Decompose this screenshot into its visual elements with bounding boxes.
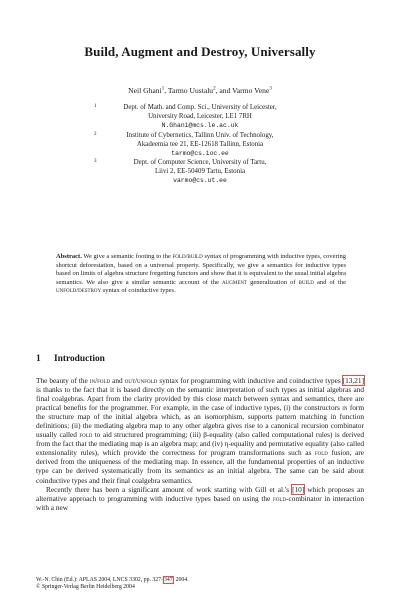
abstract-text: syntax of programming with inductive types, covering shortcut deforestation, based on a universal property. Specifically, we give a semantics for inductive types based on limits of algebra structure forgetting functors and show that it is equivalent to the usual initial algebra semantics. We also give a similar semantic account of the bbox=[56, 253, 346, 286]
author-name: Tarmo Uustalu bbox=[167, 86, 214, 95]
body-span: syntax for programming with inductive and coinductive types bbox=[157, 376, 343, 385]
author-separator: , and bbox=[215, 86, 233, 95]
keyword-fold: fold bbox=[272, 493, 287, 503]
author-affil-mark: 3 bbox=[269, 86, 272, 92]
keyword-unfold: unfold bbox=[137, 376, 158, 385]
affiliation-number: 1 bbox=[94, 104, 97, 109]
body-span: -combinator in interaction with a new bbox=[36, 493, 364, 512]
section-number: 1 bbox=[36, 354, 41, 364]
paragraph bbox=[36, 485, 364, 512]
affiliation bbox=[36, 104, 364, 131]
body-span: Recently there has been a significant amount of work starting with Gill et al.'s bbox=[46, 484, 293, 494]
abstract-text: generalization of bbox=[247, 278, 299, 286]
affiliation-line: Dept. of Computer Science, University of Tartu, bbox=[133, 159, 267, 167]
keyword-in: in bbox=[342, 403, 348, 413]
affiliation-email: varmo@cs.ut.ee bbox=[173, 177, 227, 185]
keyword-unfold: unfold bbox=[56, 287, 77, 295]
paragraph bbox=[36, 376, 364, 485]
keyword-fold: fold bbox=[172, 253, 186, 260]
keyword-fold: fold bbox=[97, 376, 111, 385]
citation-link[interactable]: [10] bbox=[292, 484, 305, 494]
keyword-fold: fold bbox=[79, 430, 93, 440]
affiliation-line: Akadeemia tee 21, EE-12618 Tallinn, Estonia bbox=[136, 140, 264, 148]
page-footer bbox=[36, 577, 364, 592]
body-span: / bbox=[135, 376, 138, 385]
author-separator: , bbox=[164, 86, 168, 95]
keyword-build: build bbox=[298, 278, 314, 286]
affiliation-line: University Road, Leicester, LE1 7RH bbox=[148, 112, 252, 120]
abstract bbox=[56, 253, 346, 296]
affiliation-email: tarmo@cs.ioc.ee bbox=[171, 149, 229, 157]
body-span: is thanks to the fact that it is based directly on the semantic interpretation of such types as initial algebras and final coalgebras. Apart from the clarity provided by this close match between syntax and semantics, there are practical benefits for the programmer. For example, in the case of inductive types, (i) the constructors bbox=[36, 385, 364, 413]
abstract-text: / bbox=[76, 287, 79, 295]
paper-title: Build, Augment and Destroy, Universally bbox=[84, 44, 316, 59]
section-heading bbox=[36, 354, 105, 364]
affiliation bbox=[36, 159, 364, 186]
citation-link[interactable]: [13,21] bbox=[342, 376, 364, 385]
body-span: which proposes an alternative approach to programming with inductive types based on using the bbox=[36, 484, 364, 503]
footer-text: , 2004. bbox=[172, 577, 189, 583]
body-text bbox=[36, 376, 364, 512]
abstract-text: / bbox=[185, 253, 188, 260]
section-title: Introduction bbox=[54, 354, 105, 364]
abstract-text: syntax of coinductive types. bbox=[101, 287, 176, 295]
footer-text: W.-N. Chin (Ed.): APLAS 2004, LNCS 3302, pp. 327– bbox=[36, 577, 164, 583]
author-affil-mark: 2 bbox=[213, 86, 216, 92]
keyword-augment: augment bbox=[222, 278, 248, 286]
author-affil-mark: 1 bbox=[161, 86, 165, 92]
body-span: / bbox=[95, 376, 98, 385]
keyword-in: in bbox=[89, 376, 96, 385]
keyword-out: out bbox=[124, 376, 135, 385]
affiliation-number: 3 bbox=[94, 159, 97, 165]
author-list bbox=[36, 86, 364, 95]
affiliation bbox=[36, 132, 364, 159]
body-span: The beauty of the bbox=[36, 376, 90, 385]
abstract-label: Abstract. bbox=[56, 253, 82, 260]
page-end-link[interactable]: 347 bbox=[163, 577, 173, 583]
affiliation-line: Institute of Cybernetics, Tallinn Univ. of Technology, bbox=[126, 131, 274, 139]
keyword-build: build bbox=[187, 253, 203, 260]
footer-copyright: © Springer-Verlag Berlin Heidelberg 2004 bbox=[36, 584, 135, 591]
author-name: Varmo Vene bbox=[232, 86, 270, 95]
affiliation-line: Dept. of Math. and Comp. Sci., University of Leicester, bbox=[123, 104, 277, 111]
body-span: to aid structured programming; (iii) β-equality (also called computational rules) is derived from the fact that the mediating map is an algebra map; and (iv) η-equality and permutative equality (also called extensionality rules), which provide the correctness for program transformations such as bbox=[36, 430, 365, 458]
body-span: and bbox=[110, 376, 125, 385]
affiliation-list bbox=[36, 104, 364, 187]
affiliation-line: Liivi 2, EE-50409 Tartu, Estonia bbox=[154, 168, 246, 176]
keyword-destroy: destroy bbox=[78, 287, 102, 295]
abstract-text: We give a semantic footing to the bbox=[81, 253, 173, 260]
author-name: Neil Ghani bbox=[128, 86, 162, 95]
affiliation-email: N.Ghani@mcs.le.ac.uk bbox=[161, 121, 239, 129]
keyword-fold: fold bbox=[314, 448, 328, 458]
abstract-text: and of the bbox=[313, 278, 346, 286]
body-span: fusion, are derived from the uniqueness of the mediating map. In essence, all the fundamental properties of an inductive type can be derived systematically from its semantics as an initial algebra. The same can be said about coinductive types and their final coalgebra semantics. bbox=[36, 448, 364, 485]
affiliation-number: 2 bbox=[94, 131, 97, 137]
body-span: form the structure map of the initial algebra which, as an isomorphism, supports pattern matching in function definitions; (ii) the mediating algebra map to any other algebra gives rise to a canonical recursion combinator usually called bbox=[36, 403, 365, 440]
